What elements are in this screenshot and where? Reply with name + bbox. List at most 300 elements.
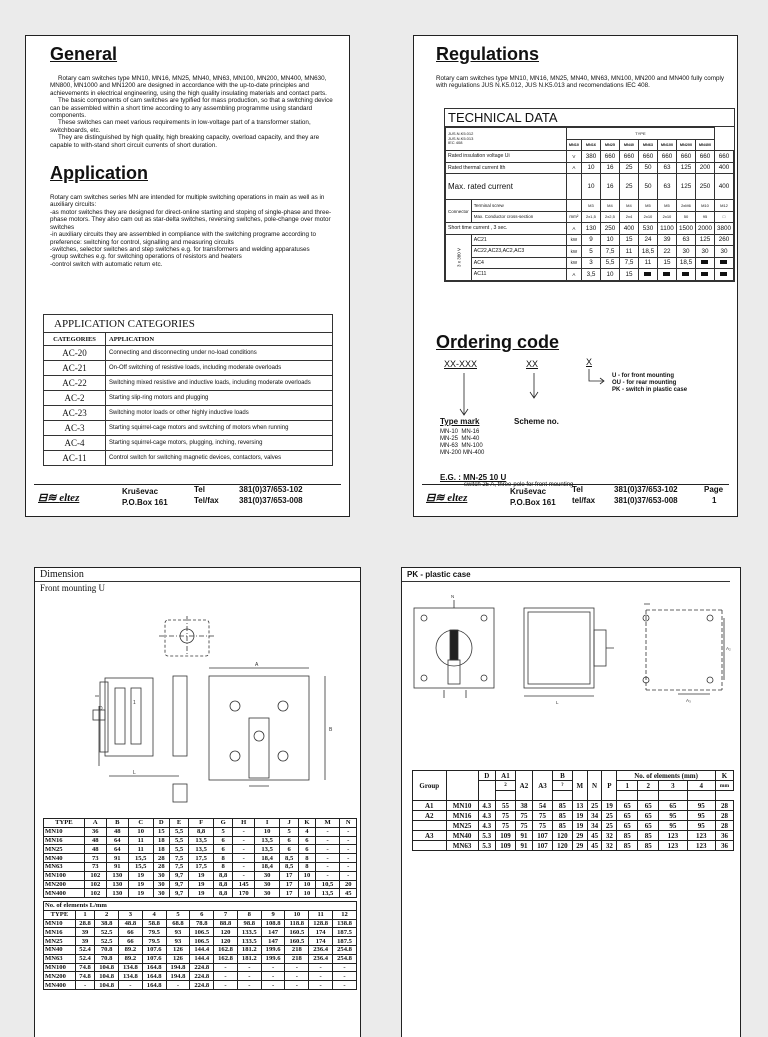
- category-text: Starting squirrel-cage motors and switching of motors when running: [106, 421, 333, 436]
- tech-value: [714, 269, 733, 281]
- tech-value: 2x1,5: [581, 211, 600, 223]
- tech-value: 2x2,5: [600, 211, 619, 223]
- dim-cell: -: [315, 871, 340, 880]
- pk-cell: 91: [515, 831, 532, 841]
- dim-cell: -: [340, 871, 357, 880]
- tech-type: MN40: [619, 139, 638, 151]
- elem-header: 3: [119, 910, 143, 919]
- category-code: AC-23: [44, 406, 106, 421]
- tech-row: [446, 234, 734, 246]
- tech-type: MN400: [695, 139, 714, 151]
- dim-cell: 19: [189, 880, 214, 889]
- elem-cell: MN40: [44, 945, 76, 954]
- elem-cell: 106.5: [190, 928, 214, 937]
- tech-box: [444, 108, 735, 282]
- tech-value: 7,5: [619, 257, 638, 269]
- tech-value: 3800: [714, 223, 733, 235]
- footer2-fax: 381(0)37/653-008: [614, 496, 678, 505]
- tech-unit: [566, 200, 581, 212]
- dim-cell: 30: [255, 871, 280, 880]
- pk-type: MN63: [446, 841, 478, 851]
- dim-cell: -: [340, 862, 357, 871]
- tech-value: 22: [657, 246, 676, 258]
- elem-cell: 120: [214, 937, 238, 946]
- pk-cell: 65: [638, 821, 659, 831]
- general-p1: Rotary cam switches type MN10, MN16, MN25, MN40, MN63, MN100, MN200, MN400, MN630, MN800, MN1000 and MN1200 are designed in accordance with the up-to-date principles and achievements in electrical engineering, using the high quality insulating materials and contact parts.: [50, 75, 327, 97]
- tech-row: [446, 174, 734, 200]
- tech-value: 15: [619, 269, 638, 281]
- elem-cell: 174: [309, 937, 333, 946]
- pk-cell: 107: [533, 831, 553, 841]
- elem-row: [44, 963, 357, 972]
- elem-cell: 134.8: [119, 963, 143, 972]
- ordering-ou: OU - for rear mounting: [612, 380, 677, 386]
- elem-cell: 160.5: [285, 928, 309, 937]
- category-row: [44, 346, 333, 361]
- application-text: Rotary cam switches series MN are intended for multiple switching operations in main as well as in auxiliary circuits: -as motor switches they are designed for direct-online starting and stoping of single-phase and three-phase motors. They also cam out as star-delta switches, reversing switches, pole-change over motor switches -in auxiliary circuits they are assembled in compliance with the switching programe according to preference: switching for control, signalling and measuring circuits -switches, selector switches and step switches e.g. for transformers and welding apparatuses -group switches e.g. for switching operations of resistors and heaters -control switch with automatic return etc.: [50, 194, 332, 268]
- dim-cell: 13,5: [189, 836, 214, 845]
- dim-cell: 6: [214, 845, 233, 854]
- dim-cell: 13,5: [315, 889, 340, 898]
- tech-std: JUS.N.K5.012 JUS.N.K5.013 IEC 408: [446, 128, 567, 151]
- category-row: [44, 436, 333, 451]
- dim-cell: 8: [214, 862, 233, 871]
- footer-fax: 381(0)37/653-008: [239, 496, 303, 505]
- category-code: AC-20: [44, 346, 106, 361]
- tech-type: MN200: [676, 139, 695, 151]
- dim-cell: 11: [128, 845, 153, 854]
- dim-cell: 13,5: [255, 845, 280, 854]
- footer2-box: P.O.Box 161: [510, 498, 556, 507]
- pk-cell: 28: [715, 821, 733, 831]
- tech-value: 250: [695, 174, 714, 200]
- pk-cell: 123: [687, 841, 715, 851]
- tech-value: [695, 269, 714, 281]
- elem-cell: 194.8: [166, 963, 190, 972]
- pk-cell: 19: [572, 821, 587, 831]
- dim-cell: 30: [153, 889, 169, 898]
- elem-cell: 104.8: [95, 972, 119, 981]
- elem-cell: -: [214, 981, 238, 990]
- tech-value: 200: [695, 162, 714, 174]
- tech-value: 250: [600, 223, 619, 235]
- category-text: Switching mixed resistive and inductive loads, including moderate overloads: [106, 376, 333, 391]
- elem-header: 5: [166, 910, 190, 919]
- dim-header: I: [255, 819, 280, 828]
- category-row: [44, 421, 333, 436]
- svg-text:A₃: A₃: [686, 698, 691, 703]
- elem-cell: 104.8: [95, 981, 119, 990]
- pk-h-p: P: [602, 771, 617, 801]
- svg-text:L: L: [133, 770, 136, 776]
- elem-cell: MN10: [44, 919, 76, 928]
- elem-cell: 138.8: [333, 919, 357, 928]
- dim-cell: 91: [106, 862, 128, 871]
- pk-cell: 120: [552, 841, 572, 851]
- category-code: AC-3: [44, 421, 106, 436]
- tech-value: 2000: [695, 223, 714, 235]
- pk-cell: 65: [617, 811, 638, 821]
- filled-square-icon: [720, 272, 727, 276]
- elem-cell: 144.4: [190, 945, 214, 954]
- pk-cell: 29: [572, 841, 587, 851]
- pk-cell: 32: [602, 841, 617, 851]
- dim-cell: 91: [106, 854, 128, 863]
- dim-cell: 6: [280, 836, 299, 845]
- elem-cell: 181.2: [237, 954, 261, 963]
- general-p4: They are distinguished by high quality, high breaking capacity, overload capacity, and they are capable to with-stand short circuit currents of short duration.: [50, 134, 320, 149]
- svg-text:A: A: [255, 662, 259, 668]
- pk-cell: 95: [687, 811, 715, 821]
- tech-value: 10: [581, 174, 600, 200]
- elem-cell: 160.5: [285, 937, 309, 946]
- category-code: AC-11: [44, 451, 106, 466]
- elem-cell: -: [333, 972, 357, 981]
- svg-text:D: D: [99, 706, 103, 712]
- tech-row: [446, 200, 734, 212]
- tech-value: 25: [619, 174, 638, 200]
- pk-type: MN40: [446, 831, 478, 841]
- footer-city: Kruševac: [122, 487, 159, 496]
- tech-value: 2xM6: [676, 200, 695, 212]
- elem-cell: -: [214, 963, 238, 972]
- dim-cell: 18,4: [255, 862, 280, 871]
- dim-cell: 19: [128, 871, 153, 880]
- elements-title: No. of elements L/mm: [44, 902, 357, 911]
- dim-cell: 6: [299, 845, 315, 854]
- dim-cell: -: [340, 836, 357, 845]
- tech-value: 50: [638, 162, 657, 174]
- elem-cell: 120: [214, 928, 238, 937]
- tech-value: 5: [581, 246, 600, 258]
- regulations-title: Regulations: [436, 44, 540, 64]
- pk-type: MN10: [446, 801, 478, 811]
- tech-value: 400: [714, 162, 733, 174]
- dim-cell: -: [233, 827, 255, 836]
- elem-cell: -: [285, 981, 309, 990]
- tech-title: TECHNICAL DATA: [445, 109, 734, 127]
- tech-label: AC4: [471, 257, 566, 269]
- dimension-drawing: [75, 606, 355, 818]
- pk-title: PK - plastic case: [402, 568, 730, 582]
- elem-cell: 52.4: [75, 945, 94, 954]
- tech-unit: mm²: [566, 211, 581, 223]
- tech-value: 125: [676, 174, 695, 200]
- elem-cell: 128.8: [309, 919, 333, 928]
- tech-value: 660: [657, 151, 676, 163]
- dim-cell: 45: [340, 889, 357, 898]
- category-row: [44, 376, 333, 391]
- tech-value: 9: [581, 234, 600, 246]
- pk-cell: 65: [659, 801, 687, 811]
- pk-elem-title: No. of elements (mm): [617, 771, 716, 781]
- elem-header: 7: [214, 910, 238, 919]
- dim-header: N: [340, 819, 357, 828]
- general-p3: These switches can meet various requirements in low-voltage part of a transformer station, switchboards, etc.: [50, 119, 311, 134]
- dim-cell: MN200: [44, 880, 85, 889]
- tech-unit: [566, 174, 581, 200]
- dim-cell: 48: [106, 827, 128, 836]
- categories-head-cat: CATEGORIES: [44, 333, 106, 346]
- elem-cell: 107.6: [142, 945, 166, 954]
- ordering-code2: XX: [526, 359, 539, 369]
- dim-cell: 9,7: [170, 889, 189, 898]
- dim-cell: 7,5: [170, 854, 189, 863]
- elem-cell: 199.6: [261, 945, 285, 954]
- pk-cell: 28: [715, 811, 733, 821]
- dim-cell: 73: [84, 854, 106, 863]
- dim-cell: -: [315, 827, 340, 836]
- dim-cell: 18: [153, 845, 169, 854]
- pk-cell: 65: [638, 801, 659, 811]
- pk-cell: 85: [638, 831, 659, 841]
- elem-cell: 78.8: [190, 919, 214, 928]
- dim-header: H: [233, 819, 255, 828]
- pk-group: A3: [413, 831, 447, 841]
- elem-header: 8: [237, 910, 261, 919]
- pk-row: [413, 821, 734, 831]
- dimension-title: Dimension: [35, 568, 360, 582]
- pk-h-a2: A2: [515, 771, 532, 801]
- tech-value: 10: [581, 162, 600, 174]
- elem-cell: -: [119, 981, 143, 990]
- dim-header: F: [189, 819, 214, 828]
- elem-cell: 98.8: [237, 919, 261, 928]
- tech-value: M5: [638, 200, 657, 212]
- dim-header: TYPE: [44, 819, 85, 828]
- ordering-scheme: Scheme no.: [514, 417, 559, 426]
- elem-cell: 194.8: [166, 972, 190, 981]
- category-text: On-Off switching of resistive loads, including moderate overloads: [106, 361, 333, 376]
- tech-label: Max. Conductor cross-section: [471, 211, 566, 223]
- elements-table: [43, 901, 357, 990]
- filled-square-icon: [644, 272, 651, 276]
- elem-cell: 133.5: [237, 928, 261, 937]
- pk-n4: 4: [687, 781, 715, 791]
- pk-mm: mm: [715, 781, 733, 791]
- dim-cell: 18: [153, 836, 169, 845]
- dim-cell: 15,5: [128, 862, 153, 871]
- elem-cell: 39: [75, 928, 94, 937]
- category-code: AC-22: [44, 376, 106, 391]
- dim-header: E: [170, 819, 189, 828]
- category-text: Starting slip-ring motors and plugging: [106, 391, 333, 406]
- dim-cell: -: [233, 854, 255, 863]
- elem-cell: -: [237, 981, 261, 990]
- tech-unit: A: [566, 269, 581, 281]
- pk-cell: 120: [552, 831, 572, 841]
- tech-value: 660: [714, 151, 733, 163]
- dim-cell: 30: [153, 880, 169, 889]
- page-general: [25, 35, 350, 517]
- pk-cell: 123: [659, 831, 687, 841]
- dim-cell: 13,5: [189, 845, 214, 854]
- tech-row: [446, 151, 734, 163]
- dim-cell: 18,4: [255, 854, 280, 863]
- elem-cell: -: [285, 972, 309, 981]
- pk-h-b: B: [552, 771, 572, 781]
- tech-value: 660: [695, 151, 714, 163]
- dim-header: C: [128, 819, 153, 828]
- elem-cell: 70.8: [95, 954, 119, 963]
- footer2-telfax-label: tel/fax: [572, 496, 596, 505]
- page-regulations: [413, 35, 738, 517]
- pk-cell: 19: [572, 811, 587, 821]
- dim-cell: 145: [233, 880, 255, 889]
- svg-text:A₂: A₂: [726, 646, 731, 651]
- footer2-tel-label: Tel: [572, 485, 583, 494]
- pk-cell: 109: [495, 841, 515, 851]
- pk-sub-0: 2: [495, 781, 515, 791]
- elem-cell: 93: [166, 937, 190, 946]
- tech-value: 2x10: [638, 211, 657, 223]
- tech-value: 15: [619, 234, 638, 246]
- elem-cell: 118.8: [285, 919, 309, 928]
- category-text: Switching motor loads or other highly inductive loads: [106, 406, 333, 421]
- tech-value: 2x4: [619, 211, 638, 223]
- tech-value: 30: [676, 246, 695, 258]
- tech-value: 125: [695, 234, 714, 246]
- tech-value: [676, 269, 695, 281]
- dim-header: D: [153, 819, 169, 828]
- tech-value: [714, 257, 733, 269]
- elem-cell: 164.8: [142, 963, 166, 972]
- category-row: [44, 391, 333, 406]
- elem-cell: MN63: [44, 954, 76, 963]
- pk-row: [413, 811, 734, 821]
- dim-cell: -: [340, 845, 357, 854]
- elem-cell: 224.8: [190, 981, 214, 990]
- dim-row: [44, 845, 357, 854]
- dim-cell: -: [233, 836, 255, 845]
- elem-cell: 164.8: [142, 981, 166, 990]
- pk-cell: 91: [515, 841, 532, 851]
- pk-cell: 85: [638, 841, 659, 851]
- dim-cell: 6: [214, 836, 233, 845]
- pk-cell: 75: [515, 811, 532, 821]
- dim-cell: MN25: [44, 845, 85, 854]
- tech-value: 10: [600, 234, 619, 246]
- dim-cell: 17: [280, 880, 299, 889]
- pk-type: MN16: [446, 811, 478, 821]
- elem-cell: 68.8: [166, 919, 190, 928]
- dim-cell: -: [233, 845, 255, 854]
- tech-value: M10: [695, 200, 714, 212]
- tech-value: [695, 257, 714, 269]
- dim-cell: 8,5: [280, 862, 299, 871]
- dim-header: G: [214, 819, 233, 828]
- elem-cell: 236.4: [309, 945, 333, 954]
- pk-cell: 29: [572, 831, 587, 841]
- pk-cell: 123: [659, 841, 687, 851]
- pk-group: [413, 821, 447, 831]
- dim-header: J: [280, 819, 299, 828]
- dim-cell: 19: [189, 889, 214, 898]
- footer-tel: 381(0)37/653-102: [239, 485, 303, 494]
- elem-cell: MN100: [44, 963, 76, 972]
- dim-row: [44, 854, 357, 863]
- ordering-pk: PK - switch in plastic case: [612, 387, 688, 393]
- dim-cell: 130: [106, 880, 128, 889]
- dim-cell: -: [340, 854, 357, 863]
- elem-cell: 38.8: [95, 919, 119, 928]
- categories-head-app: APPLICATION: [106, 333, 333, 346]
- pk-cell: 75: [533, 811, 553, 821]
- tech-value: M5: [657, 200, 676, 212]
- elem-cell: 39: [75, 937, 94, 946]
- tech-unit: V: [566, 151, 581, 163]
- pk-cell: 85: [552, 801, 572, 811]
- tech-label: Rated thermal current Ith: [446, 162, 567, 174]
- pk-cell: 28: [715, 801, 733, 811]
- dim-cell: 13,5: [255, 836, 280, 845]
- dim-cell: MN10: [44, 827, 85, 836]
- footer2-page-no: 1: [712, 496, 717, 505]
- tech-value: 63: [657, 174, 676, 200]
- dim-cell: 64: [106, 845, 128, 854]
- tech-value: 16: [600, 162, 619, 174]
- dim-cell: MN40: [44, 854, 85, 863]
- pk-cell: 4.3: [478, 801, 495, 811]
- tech-connector: Connector: [446, 200, 472, 223]
- dim-cell: -: [340, 827, 357, 836]
- pk-h-a1: A1: [495, 771, 515, 781]
- tech-value: 660: [638, 151, 657, 163]
- pk-cell: 38: [515, 801, 532, 811]
- dim-cell: 17: [280, 889, 299, 898]
- pk-cell: 123: [687, 831, 715, 841]
- elem-cell: -: [333, 981, 357, 990]
- pk-n3: 3: [659, 781, 687, 791]
- tech-value: 1500: [676, 223, 695, 235]
- footer2-city: Kruševac: [510, 487, 547, 496]
- pk-group: [413, 841, 447, 851]
- dim-cell: 17,5: [189, 862, 214, 871]
- elem-cell: 74.8: [75, 963, 94, 972]
- pk-cell: 95: [687, 821, 715, 831]
- elem-cell: 108.8: [261, 919, 285, 928]
- svg-text:1: 1: [133, 700, 136, 706]
- ordering-eg-desc: switch 25 A, three-pole for front mounting: [464, 482, 574, 488]
- pk-h-d: D: [478, 771, 495, 781]
- dim-cell: 10,5: [315, 880, 340, 889]
- pk-sub-1: ?: [552, 781, 572, 791]
- elem-cell: 187.5: [333, 928, 357, 937]
- dim-cell: 36: [84, 827, 106, 836]
- tech-unit: kW: [566, 246, 581, 258]
- pk-cell: 109: [495, 831, 515, 841]
- dim-cell: 20: [340, 880, 357, 889]
- svg-text:N: N: [451, 594, 455, 599]
- tech-unit: kW: [566, 234, 581, 246]
- tech-value: 95: [695, 211, 714, 223]
- elem-cell: -: [237, 963, 261, 972]
- tech-value: M4: [600, 200, 619, 212]
- pk-drawing: [406, 590, 736, 710]
- pk-cell: 13: [572, 801, 587, 811]
- elem-cell: 218: [285, 954, 309, 963]
- dim-cell: 10: [299, 880, 315, 889]
- footer2-page-label: Page: [704, 485, 724, 494]
- elem-cell: 254.8: [333, 954, 357, 963]
- elem-cell: 79.5: [142, 928, 166, 937]
- tech-label: AC11: [471, 269, 566, 281]
- tech-value: 30: [695, 246, 714, 258]
- filled-square-icon: [701, 272, 708, 276]
- dim-cell: MN400: [44, 889, 85, 898]
- elem-cell: -: [214, 972, 238, 981]
- ordering-code3: X: [586, 357, 593, 367]
